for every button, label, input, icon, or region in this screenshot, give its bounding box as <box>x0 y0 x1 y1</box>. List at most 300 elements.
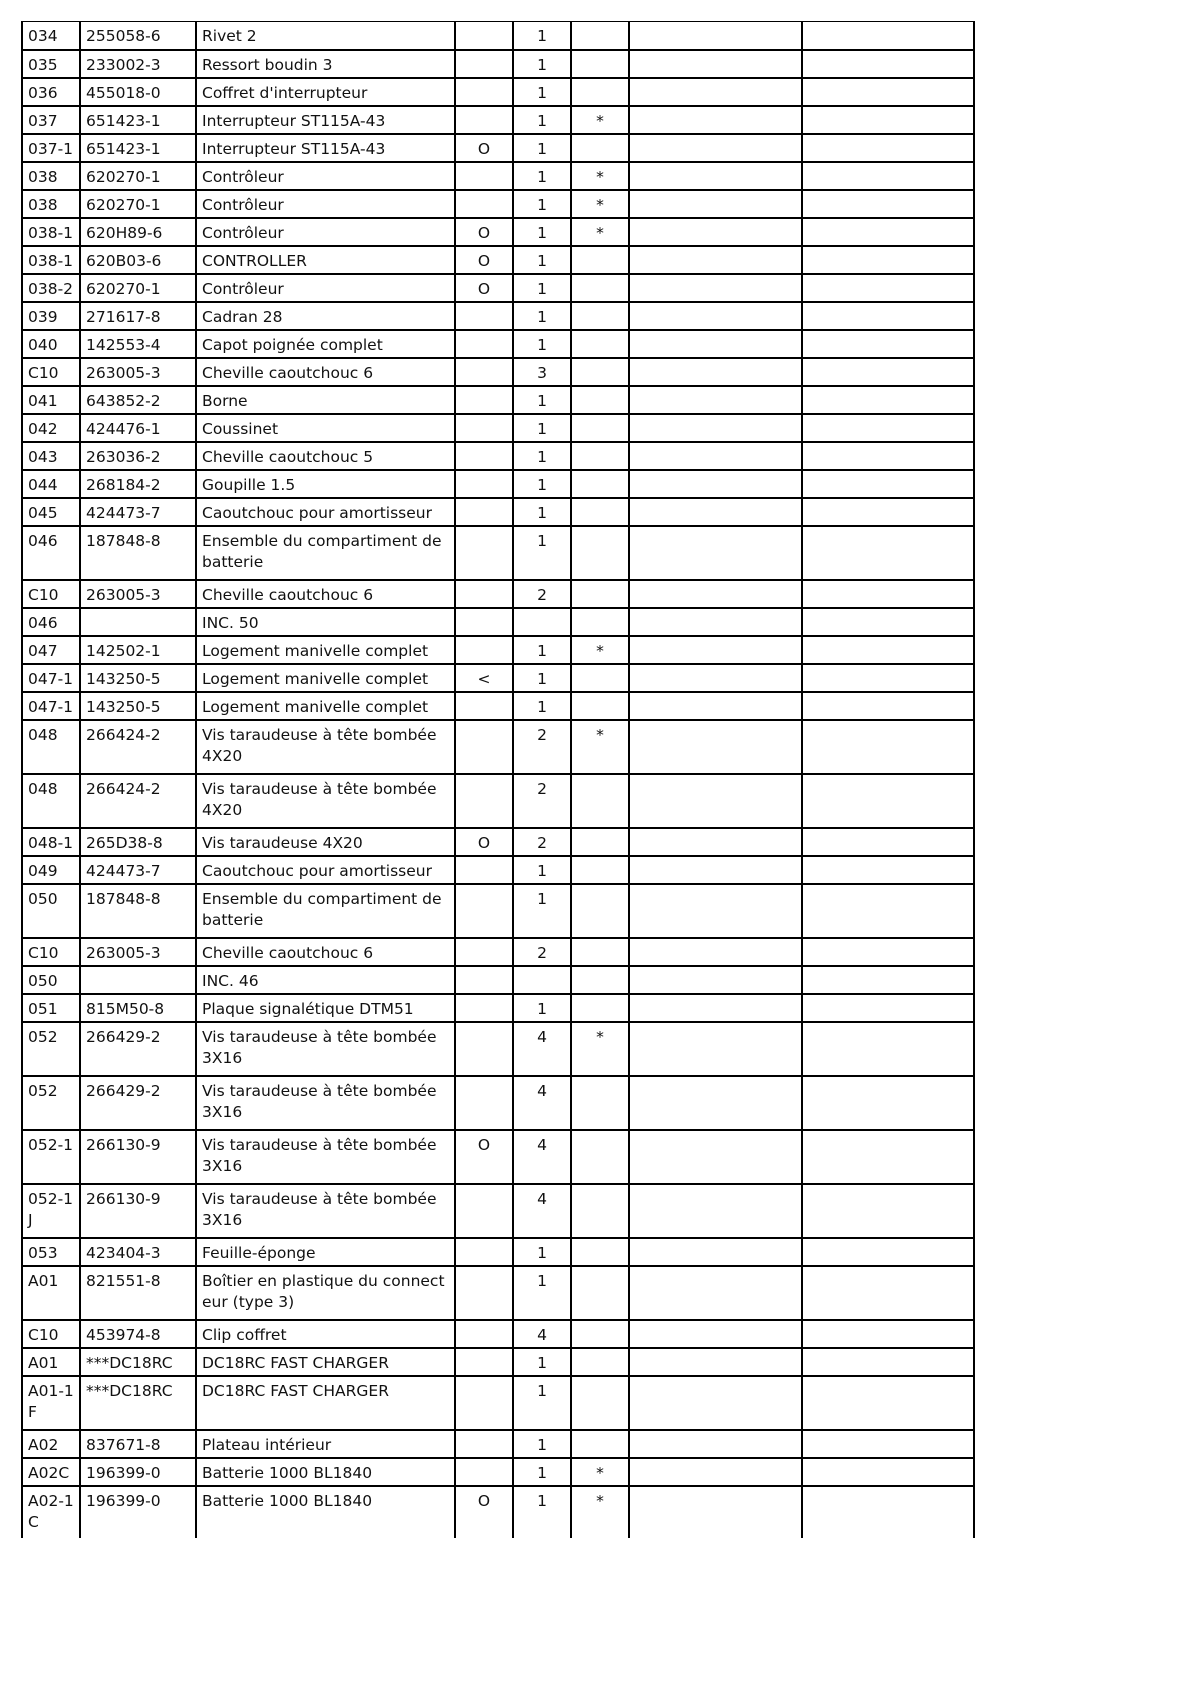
item-number-cell: 037-1 <box>22 134 80 162</box>
description-cell: Batterie 1000 BL1840 <box>196 1486 455 1538</box>
description-cell: Contrôleur <box>196 218 455 246</box>
empty-cell <box>802 190 974 218</box>
description-cell: Logement manivelle complet <box>196 692 455 720</box>
table-row <box>22 358 974 386</box>
quantity-cell: 1 <box>513 386 571 414</box>
part-number-cell: 143250-5 <box>80 692 196 720</box>
item-number-cell: 041 <box>22 386 80 414</box>
part-number-cell: 815M50-8 <box>80 994 196 1022</box>
item-number-cell: 049 <box>22 856 80 884</box>
note-mark-cell <box>571 1184 629 1238</box>
quantity-cell <box>513 966 571 994</box>
empty-cell <box>802 608 974 636</box>
item-number-cell: 039 <box>22 302 80 330</box>
description-cell: Caoutchouc pour amortisseur <box>196 498 455 526</box>
item-number-cell: 047 <box>22 636 80 664</box>
note-mark-cell <box>571 608 629 636</box>
empty-cell <box>802 1348 974 1376</box>
table-row <box>22 134 974 162</box>
quantity-cell: 2 <box>513 774 571 828</box>
item-number-cell: A01 <box>22 1348 80 1376</box>
table-row <box>22 1458 974 1486</box>
part-number-cell: 620270-1 <box>80 274 196 302</box>
option-mark-cell: O <box>455 828 513 856</box>
option-mark-cell <box>455 1266 513 1320</box>
table-row <box>22 1130 974 1184</box>
table-row <box>22 106 974 134</box>
quantity-cell: 1 <box>513 664 571 692</box>
description-cell: Vis taraudeuse à tête bombée 4X20 <box>196 774 455 828</box>
quantity-cell: 4 <box>513 1320 571 1348</box>
empty-cell <box>629 692 802 720</box>
table-row <box>22 442 974 470</box>
empty-cell <box>802 1076 974 1130</box>
item-number-cell: 036 <box>22 78 80 106</box>
empty-cell <box>629 1486 802 1538</box>
option-mark-cell <box>455 1430 513 1458</box>
table-row <box>22 78 974 106</box>
quantity-cell: 1 <box>513 190 571 218</box>
quantity-cell: 4 <box>513 1130 571 1184</box>
part-number-cell: 620270-1 <box>80 190 196 218</box>
table-row <box>22 302 974 330</box>
part-number-cell: ***DC18RC <box>80 1376 196 1430</box>
empty-cell <box>802 1430 974 1458</box>
empty-cell <box>629 1238 802 1266</box>
quantity-cell: 1 <box>513 1348 571 1376</box>
table-row <box>22 692 974 720</box>
empty-cell <box>802 246 974 274</box>
part-number-cell: 620H89-6 <box>80 218 196 246</box>
description-cell: Cheville caoutchouc 5 <box>196 442 455 470</box>
quantity-cell: 4 <box>513 1076 571 1130</box>
part-number-cell: 266130-9 <box>80 1184 196 1238</box>
part-number-cell: 266424-2 <box>80 720 196 774</box>
note-mark-cell <box>571 442 629 470</box>
quantity-cell: 1 <box>513 1266 571 1320</box>
table-row <box>22 664 974 692</box>
empty-cell <box>629 50 802 78</box>
note-mark-cell <box>571 498 629 526</box>
quantity-cell: 1 <box>513 162 571 190</box>
part-number-cell: 821551-8 <box>80 1266 196 1320</box>
empty-cell <box>629 22 802 50</box>
empty-cell <box>802 162 974 190</box>
empty-cell <box>629 330 802 358</box>
table-row <box>22 884 974 938</box>
note-mark-cell <box>571 1320 629 1348</box>
empty-cell <box>629 580 802 608</box>
note-mark-cell <box>571 994 629 1022</box>
note-mark-cell <box>571 966 629 994</box>
empty-cell <box>629 1022 802 1076</box>
table-row <box>22 22 974 50</box>
empty-cell <box>629 106 802 134</box>
description-cell: Boîtier en plastique du connecteur (type 3) <box>196 1266 455 1320</box>
part-number-cell: 266429-2 <box>80 1076 196 1130</box>
quantity-cell: 1 <box>513 526 571 580</box>
part-number-cell: 266424-2 <box>80 774 196 828</box>
table-row <box>22 274 974 302</box>
description-cell: INC. 46 <box>196 966 455 994</box>
option-mark-cell <box>455 966 513 994</box>
empty-cell <box>802 994 974 1022</box>
note-mark-cell <box>571 246 629 274</box>
quantity-cell: 1 <box>513 856 571 884</box>
table-row <box>22 1076 974 1130</box>
part-number-cell: 651423-1 <box>80 134 196 162</box>
description-cell: DC18RC FAST CHARGER <box>196 1348 455 1376</box>
item-number-cell: 038-1 <box>22 246 80 274</box>
part-number-cell: 620270-1 <box>80 162 196 190</box>
description-cell: Vis taraudeuse à tête bombée 3X16 <box>196 1076 455 1130</box>
item-number-cell: 047-1 <box>22 692 80 720</box>
empty-cell <box>629 386 802 414</box>
empty-cell <box>629 302 802 330</box>
table-row <box>22 720 974 774</box>
description-cell: Coffret d'interrupteur <box>196 78 455 106</box>
quantity-cell: 3 <box>513 358 571 386</box>
table-row <box>22 636 974 664</box>
table-row <box>22 414 974 442</box>
empty-cell <box>802 526 974 580</box>
note-mark-cell <box>571 526 629 580</box>
table-row <box>22 966 974 994</box>
table-row <box>22 1348 974 1376</box>
note-mark-cell <box>571 1076 629 1130</box>
empty-cell <box>802 50 974 78</box>
item-number-cell: 047-1 <box>22 664 80 692</box>
quantity-cell: 1 <box>513 274 571 302</box>
item-number-cell: 038 <box>22 162 80 190</box>
description-cell: Plateau intérieur <box>196 1430 455 1458</box>
option-mark-cell <box>455 386 513 414</box>
description-cell: Contrôleur <box>196 274 455 302</box>
option-mark-cell <box>455 1320 513 1348</box>
quantity-cell: 1 <box>513 22 571 50</box>
option-mark-cell <box>455 1238 513 1266</box>
empty-cell <box>629 1184 802 1238</box>
note-mark-cell <box>571 580 629 608</box>
description-cell: Vis taraudeuse à tête bombée 3X16 <box>196 1184 455 1238</box>
empty-cell <box>802 692 974 720</box>
empty-cell <box>629 1320 802 1348</box>
part-number-cell: 651423-1 <box>80 106 196 134</box>
option-mark-cell: O <box>455 1486 513 1538</box>
note-mark-cell: * <box>571 1022 629 1076</box>
empty-cell <box>802 1486 974 1538</box>
item-number-cell: A01-1F <box>22 1376 80 1430</box>
description-cell: Rivet 2 <box>196 22 455 50</box>
note-mark-cell <box>571 1238 629 1266</box>
part-number-cell: 142502-1 <box>80 636 196 664</box>
note-mark-cell: * <box>571 190 629 218</box>
description-cell: Interrupteur ST115A-43 <box>196 106 455 134</box>
note-mark-cell <box>571 78 629 106</box>
description-cell: Ensemble du compartiment de batterie <box>196 884 455 938</box>
quantity-cell: 1 <box>513 1376 571 1430</box>
option-mark-cell <box>455 884 513 938</box>
part-number-cell: 455018-0 <box>80 78 196 106</box>
parts-list-table <box>21 21 975 1538</box>
empty-cell <box>802 302 974 330</box>
empty-cell <box>802 938 974 966</box>
item-number-cell: 052 <box>22 1022 80 1076</box>
item-number-cell: 050 <box>22 966 80 994</box>
option-mark-cell <box>455 994 513 1022</box>
empty-cell <box>802 1376 974 1430</box>
item-number-cell: 052-1J <box>22 1184 80 1238</box>
option-mark-cell <box>455 1348 513 1376</box>
note-mark-cell <box>571 884 629 938</box>
note-mark-cell <box>571 50 629 78</box>
item-number-cell: C10 <box>22 580 80 608</box>
description-cell: Contrôleur <box>196 162 455 190</box>
item-number-cell: 053 <box>22 1238 80 1266</box>
option-mark-cell: O <box>455 134 513 162</box>
empty-cell <box>802 664 974 692</box>
description-cell: Cheville caoutchouc 6 <box>196 938 455 966</box>
quantity-cell: 1 <box>513 1458 571 1486</box>
note-mark-cell <box>571 330 629 358</box>
note-mark-cell <box>571 470 629 498</box>
empty-cell <box>629 938 802 966</box>
description-cell: Cadran 28 <box>196 302 455 330</box>
empty-cell <box>629 218 802 246</box>
description-cell: Logement manivelle complet <box>196 664 455 692</box>
note-mark-cell <box>571 1430 629 1458</box>
empty-cell <box>629 526 802 580</box>
option-mark-cell <box>455 78 513 106</box>
note-mark-cell <box>571 938 629 966</box>
note-mark-cell <box>571 828 629 856</box>
empty-cell <box>629 470 802 498</box>
item-number-cell: 050 <box>22 884 80 938</box>
part-number-cell: ***DC18RC <box>80 1348 196 1376</box>
description-cell: INC. 50 <box>196 608 455 636</box>
empty-cell <box>802 330 974 358</box>
note-mark-cell <box>571 386 629 414</box>
empty-cell <box>629 636 802 664</box>
description-cell: CONTROLLER <box>196 246 455 274</box>
quantity-cell: 1 <box>513 884 571 938</box>
table-row <box>22 162 974 190</box>
quantity-cell: 2 <box>513 828 571 856</box>
part-number-cell: 643852-2 <box>80 386 196 414</box>
option-mark-cell <box>455 636 513 664</box>
empty-cell <box>802 22 974 50</box>
quantity-cell: 4 <box>513 1184 571 1238</box>
option-mark-cell <box>455 22 513 50</box>
item-number-cell: 046 <box>22 526 80 580</box>
quantity-cell: 1 <box>513 1430 571 1458</box>
option-mark-cell <box>455 190 513 218</box>
option-mark-cell <box>455 1376 513 1430</box>
description-cell: Logement manivelle complet <box>196 636 455 664</box>
option-mark-cell <box>455 106 513 134</box>
item-number-cell: A02 <box>22 1430 80 1458</box>
part-number-cell: 263005-3 <box>80 358 196 386</box>
table-row <box>22 330 974 358</box>
description-cell: Ensemble du compartiment de batterie <box>196 526 455 580</box>
item-number-cell: 048-1 <box>22 828 80 856</box>
empty-cell <box>629 1376 802 1430</box>
description-cell: Vis taraudeuse à tête bombée 3X16 <box>196 1130 455 1184</box>
option-mark-cell: O <box>455 218 513 246</box>
empty-cell <box>629 966 802 994</box>
note-mark-cell: * <box>571 1458 629 1486</box>
parts-table-body <box>22 22 974 1538</box>
empty-cell <box>802 498 974 526</box>
note-mark-cell <box>571 358 629 386</box>
quantity-cell: 1 <box>513 302 571 330</box>
empty-cell <box>629 498 802 526</box>
option-mark-cell <box>455 1022 513 1076</box>
table-row <box>22 856 974 884</box>
item-number-cell: 038 <box>22 190 80 218</box>
item-number-cell: 052-1 <box>22 1130 80 1184</box>
description-cell: Feuille-éponge <box>196 1238 455 1266</box>
part-number-cell: 196399-0 <box>80 1486 196 1538</box>
empty-cell <box>802 580 974 608</box>
note-mark-cell <box>571 1348 629 1376</box>
description-cell: Ressort boudin 3 <box>196 50 455 78</box>
option-mark-cell <box>455 1458 513 1486</box>
table-row <box>22 470 974 498</box>
empty-cell <box>629 1076 802 1130</box>
empty-cell <box>802 78 974 106</box>
empty-cell <box>629 856 802 884</box>
quantity-cell: 1 <box>513 442 571 470</box>
empty-cell <box>629 1348 802 1376</box>
part-number-cell: 424476-1 <box>80 414 196 442</box>
table-row <box>22 580 974 608</box>
empty-cell <box>802 1266 974 1320</box>
note-mark-cell <box>571 414 629 442</box>
table-row <box>22 1320 974 1348</box>
table-row <box>22 1266 974 1320</box>
option-mark-cell <box>455 720 513 774</box>
empty-cell <box>629 1458 802 1486</box>
item-number-cell: 038-1 <box>22 218 80 246</box>
empty-cell <box>629 994 802 1022</box>
option-mark-cell: O <box>455 1130 513 1184</box>
part-number-cell: 620B03-6 <box>80 246 196 274</box>
note-mark-cell: * <box>571 636 629 664</box>
part-number-cell: 142553-4 <box>80 330 196 358</box>
part-number-cell: 143250-5 <box>80 664 196 692</box>
part-number-cell: 266429-2 <box>80 1022 196 1076</box>
description-cell: Vis taraudeuse à tête bombée 3X16 <box>196 1022 455 1076</box>
description-cell: Cheville caoutchouc 6 <box>196 358 455 386</box>
description-cell: Vis taraudeuse à tête bombée 4X20 <box>196 720 455 774</box>
note-mark-cell: * <box>571 1486 629 1538</box>
quantity-cell: 2 <box>513 720 571 774</box>
part-number-cell <box>80 608 196 636</box>
table-row <box>22 190 974 218</box>
option-mark-cell <box>455 856 513 884</box>
empty-cell <box>802 884 974 938</box>
description-cell: Cheville caoutchouc 6 <box>196 580 455 608</box>
note-mark-cell: * <box>571 106 629 134</box>
table-row <box>22 1430 974 1458</box>
empty-cell <box>802 106 974 134</box>
part-number-cell: 263036-2 <box>80 442 196 470</box>
quantity-cell: 1 <box>513 134 571 162</box>
note-mark-cell <box>571 134 629 162</box>
option-mark-cell <box>455 1076 513 1130</box>
description-cell: Clip coffret <box>196 1320 455 1348</box>
table-row <box>22 526 974 580</box>
table-row <box>22 608 974 636</box>
note-mark-cell <box>571 774 629 828</box>
part-number-cell: 263005-3 <box>80 580 196 608</box>
option-mark-cell <box>455 414 513 442</box>
quantity-cell: 1 <box>513 106 571 134</box>
quantity-cell: 1 <box>513 498 571 526</box>
item-number-cell: A02-1C <box>22 1486 80 1538</box>
note-mark-cell: * <box>571 162 629 190</box>
empty-cell <box>802 966 974 994</box>
empty-cell <box>802 358 974 386</box>
table-row <box>22 1022 974 1076</box>
empty-cell <box>629 78 802 106</box>
empty-cell <box>629 358 802 386</box>
item-number-cell: 048 <box>22 720 80 774</box>
empty-cell <box>802 442 974 470</box>
quantity-cell: 1 <box>513 330 571 358</box>
quantity-cell: 4 <box>513 1022 571 1076</box>
part-number-cell: 265D38-8 <box>80 828 196 856</box>
empty-cell <box>629 608 802 636</box>
quantity-cell: 2 <box>513 580 571 608</box>
part-number-cell: 268184-2 <box>80 470 196 498</box>
quantity-cell: 1 <box>513 246 571 274</box>
table-row <box>22 50 974 78</box>
option-mark-cell <box>455 938 513 966</box>
option-mark-cell <box>455 774 513 828</box>
note-mark-cell <box>571 274 629 302</box>
empty-cell <box>629 828 802 856</box>
note-mark-cell <box>571 692 629 720</box>
part-number-cell: 424473-7 <box>80 856 196 884</box>
table-row <box>22 994 974 1022</box>
table-row <box>22 498 974 526</box>
empty-cell <box>629 190 802 218</box>
option-mark-cell <box>455 498 513 526</box>
empty-cell <box>802 1022 974 1076</box>
description-cell: Plaque signalétique DTM51 <box>196 994 455 1022</box>
description-cell: Contrôleur <box>196 190 455 218</box>
description-cell: Goupille 1.5 <box>196 470 455 498</box>
item-number-cell: 051 <box>22 994 80 1022</box>
empty-cell <box>802 218 974 246</box>
quantity-cell: 1 <box>513 1238 571 1266</box>
part-number-cell: 837671-8 <box>80 1430 196 1458</box>
empty-cell <box>802 1458 974 1486</box>
quantity-cell <box>513 608 571 636</box>
empty-cell <box>802 1320 974 1348</box>
empty-cell <box>629 1266 802 1320</box>
item-number-cell: 038-2 <box>22 274 80 302</box>
option-mark-cell <box>455 580 513 608</box>
item-number-cell: 048 <box>22 774 80 828</box>
part-number-cell: 187848-8 <box>80 884 196 938</box>
item-number-cell: A01 <box>22 1266 80 1320</box>
part-number-cell <box>80 966 196 994</box>
empty-cell <box>629 720 802 774</box>
description-cell: Borne <box>196 386 455 414</box>
